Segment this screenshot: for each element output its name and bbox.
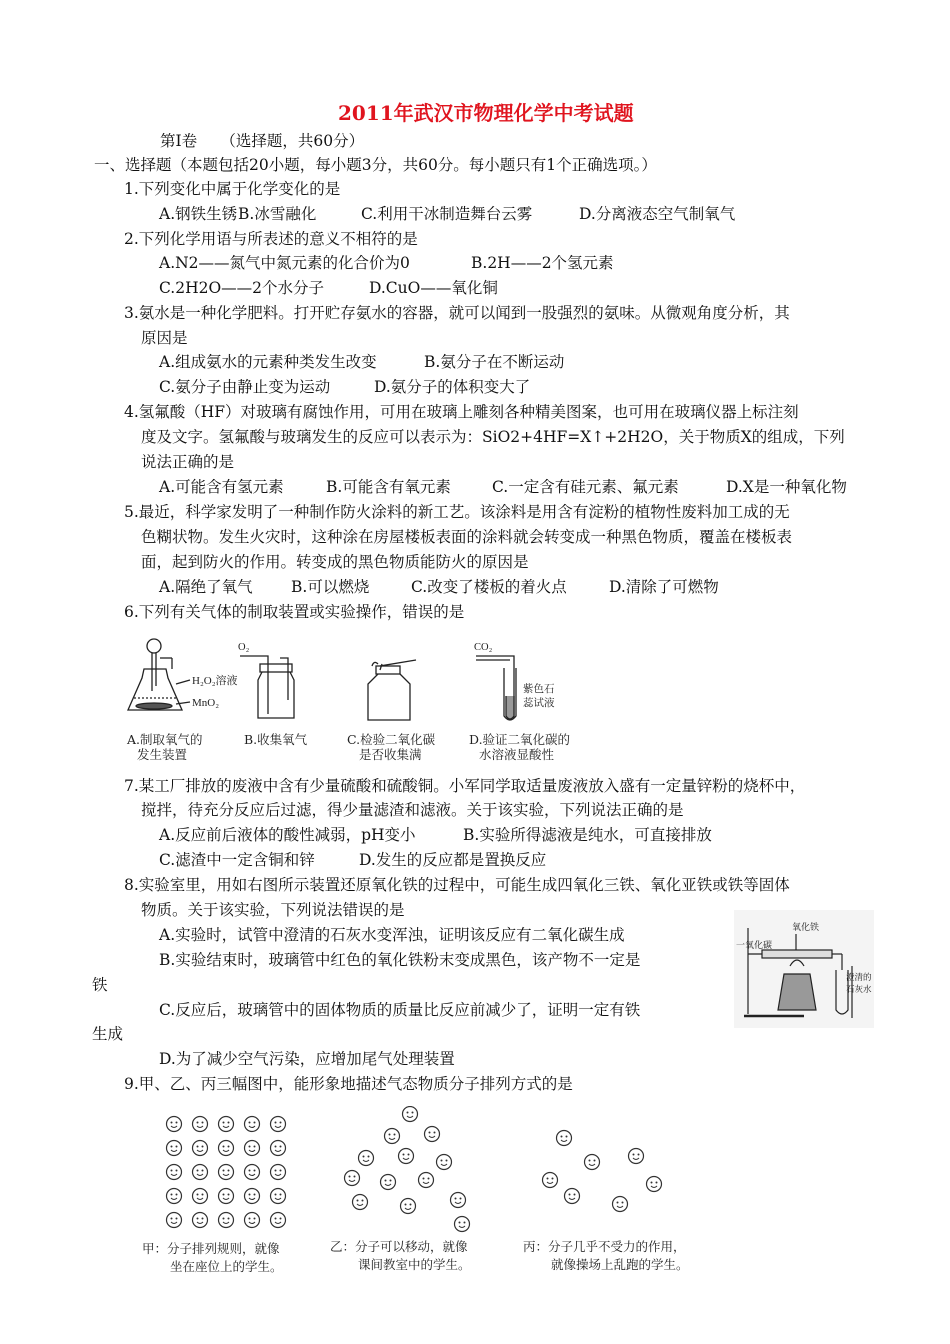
conical-flask-icon [128, 639, 190, 710]
molecule-icon [245, 1165, 260, 1180]
q1-option-d: D.分离液态空气制氧气 [579, 205, 736, 223]
co-label: 一氧化碳 [736, 940, 773, 950]
page-title: 2011年武汉市物理化学中考试题 [338, 101, 634, 125]
test-tube-icon [476, 656, 516, 720]
molecule-icon [399, 1149, 414, 1164]
molecule-icon [219, 1141, 234, 1156]
q8-stem-line2: 物质。关于该实验，下列说法错误的是 [141, 901, 405, 919]
molecule-icon [193, 1117, 208, 1132]
molecule-icon [385, 1129, 400, 1144]
q5-stem-line3: 面，起到防火的作用。转变成的黑色物质能防火的原因是 [141, 553, 529, 571]
molecule-icon [381, 1175, 396, 1190]
q9-caption-yi-1: 乙：分子可以移动，就像 [330, 1239, 468, 1254]
molecule-icon [193, 1141, 208, 1156]
q9-caption-bing-2: 就像操场上乱跑的学生。 [551, 1257, 689, 1272]
q2-stem: 2.下列化学用语与所表述的意义不相符的是 [124, 230, 418, 248]
molecule-icon [403, 1107, 418, 1122]
q1-stem: 1.下列变化中属于化学变化的是 [124, 180, 341, 198]
q3-option-c: C.氨分子由静止变为运动 [159, 378, 331, 396]
q9-molecule-figure [140, 1106, 720, 1236]
q8-reduction-apparatus-figure [734, 910, 874, 1028]
q7-option-c: C.滤渣中一定含铜和锌 [159, 851, 315, 869]
q9-caption-jia-2: 坐在座位上的学生。 [170, 1259, 283, 1274]
molecule-icon [245, 1117, 260, 1132]
q6-caption-d2: 水溶液显酸性 [479, 747, 555, 762]
q4-stem-line2: 度及文字。氢氟酸与玻璃发生的反应可以表示为：SiO2+4HF=X↑+2H2O，关于物质X的组成，下列 [141, 428, 845, 446]
q7-stem-line1: 7.某工厂排放的废液中含有少量硫酸和硫酸铜。小军同学取适量废液放入盛有一定量锌粉的烧杯中， [124, 777, 806, 795]
molecule-icons [167, 1107, 662, 1232]
q5-option-d: D.清除了可燃物 [609, 578, 719, 596]
molecule-icon [245, 1213, 260, 1228]
section-heading: 一、选择题（本题包括20小题，每小题3分，共60分。每小题只有1个正确选项。） [94, 156, 657, 174]
molecule-icon [647, 1177, 662, 1192]
q7-stem-line2: 搅拌，待充分反应后过滤，得少量滤渣和滤液。关于该实验，下列说法正确的是 [141, 801, 684, 819]
q9-caption-bing-1: 丙：分子几乎不受力的作用， [523, 1239, 686, 1254]
q5-option-a: A.隔绝了氧气 [159, 578, 253, 596]
q8-stem-line1: 8.实验室里，用如右图所示装置还原氧化铁的过程中，可能生成四氧化三铁、氧化亚铁或铁等固体 [124, 876, 790, 894]
molecule-icon [193, 1165, 208, 1180]
q1-option-c: C.利用干冰制造舞台云雾 [361, 205, 533, 223]
q6-stem: 6.下列有关气体的制取装置或实验操作，错误的是 [124, 603, 465, 621]
q2-option-c: C.2H2O——2个水分子 [159, 279, 325, 297]
q4-stem-line3: 说法正确的是 [141, 453, 235, 471]
gas-bottle-icon [240, 656, 294, 718]
limewater-label-1: 澄清的 [846, 972, 872, 982]
molecule-icon [419, 1173, 434, 1188]
q8-option-b-line1: B.实验结束时，玻璃管中红色的氧化铁粉末变成黑色，该产物不一定是 [159, 951, 641, 969]
molecule-icon [401, 1199, 416, 1214]
q6-apparatus-figure [120, 636, 590, 726]
q3-option-d: D.氨分子的体积变大了 [374, 378, 531, 396]
q9-caption-yi-2: 课间教室中的学生。 [358, 1257, 471, 1272]
q3-stem-line2: 原因是 [141, 329, 188, 347]
molecule-icon [271, 1117, 286, 1132]
q7-option-b: B.实验所得滤液是纯水，可直接排放 [463, 826, 712, 844]
molecule-icon [219, 1213, 234, 1228]
splint-bottle-icon [368, 660, 416, 720]
q9-stem: 9.甲、乙、丙三幅图中，能形象地描述气态物质分子排列方式的是 [124, 1075, 573, 1093]
q8-option-c-line1: C.反应后，玻璃管中的固体物质的质量比反应前减少了，证明一定有铁 [159, 1001, 641, 1019]
molecule-icon [455, 1217, 470, 1232]
molecule-icon [585, 1155, 600, 1170]
q4-option-c: C.一定含有硅元素、氟元素 [492, 478, 679, 496]
q6-caption-c1: C.检验二氧化碳 [347, 732, 436, 747]
q4-option-d: D.X是一种氧化物 [726, 478, 847, 496]
q8-option-c-line2: 生成 [92, 1025, 124, 1043]
q6-caption-a1: A.制取氧气的 [127, 732, 203, 747]
q3-option-a: A.组成氨水的元素种类发生改变 [159, 353, 377, 371]
molecule-icon [629, 1149, 644, 1164]
molecule-icon [271, 1165, 286, 1180]
molecule-icon [345, 1171, 360, 1186]
q7-option-a: A.反应前后液体的酸性减弱，pH变小 [159, 826, 416, 844]
q2-option-b: B.2H——2个氢元素 [471, 254, 614, 272]
molecule-icon [167, 1213, 182, 1228]
molecule-icon [167, 1189, 182, 1204]
mno2-label: MnO₂ [192, 697, 220, 709]
molecule-icon [557, 1131, 572, 1146]
q3-option-b: B.氨分子在不断运动 [424, 353, 565, 371]
molecule-icon [437, 1155, 452, 1170]
o2-label: O₂ [238, 642, 250, 653]
molecule-icon [245, 1141, 260, 1156]
q5-stem-line2: 色糊状物。发生火灾时，这种涂在房屋楼板表面的涂料就会转变成一种黑色物质，覆盖在楼板表 [141, 528, 793, 546]
q8-option-a: A.实验时，试管中澄清的石灰水变浑浊，证明该反应有二氧化碳生成 [159, 926, 625, 944]
q2-option-a: A.N2——氮气中氮元素的化合价为0 [159, 254, 410, 272]
co2-label: CO₂ [474, 642, 493, 653]
q1-option-a: A.钢铁生锈 [159, 205, 238, 223]
molecule-icon [353, 1195, 368, 1210]
q8-option-d: D.为了减少空气污染，应增加尾气处理装置 [159, 1050, 455, 1068]
q5-option-c: C.改变了楼板的着火点 [411, 578, 567, 596]
molecule-icon [193, 1189, 208, 1204]
q6-caption-c2: 是否收集满 [359, 747, 422, 762]
litmus-label-2: 蕊试液 [523, 698, 555, 709]
q6-caption-d1: D.验证二氧化碳的 [469, 732, 571, 747]
q4-option-a: A.可能含有氢元素 [159, 478, 284, 496]
limewater-label-2: 石灰水 [846, 984, 872, 994]
molecule-icon [245, 1189, 260, 1204]
q1-option-b: B.冰雪融化 [238, 205, 317, 223]
molecule-icon [167, 1141, 182, 1156]
q2-option-d: D.CuO——氧化铜 [369, 279, 498, 297]
molecule-icon [219, 1165, 234, 1180]
q9-caption-jia-1: 甲：分子排列规则，就像 [142, 1241, 280, 1256]
molecule-icon [451, 1193, 466, 1208]
molecule-icon [565, 1189, 580, 1204]
molecule-icon [219, 1117, 234, 1132]
molecule-icon [613, 1197, 628, 1212]
molecule-icon [359, 1151, 374, 1166]
q6-caption-a2: 发生装置 [137, 747, 188, 762]
q5-option-b: B.可以燃烧 [291, 578, 370, 596]
q8-option-b-line2: 铁 [92, 976, 108, 994]
molecule-icon [167, 1165, 182, 1180]
molecule-icon [425, 1127, 440, 1142]
q6-caption-b1: B.收集氧气 [244, 732, 308, 747]
volume-heading: 第Ⅰ卷 （选择题，共60分） [160, 132, 365, 150]
q7-option-d: D.发生的反应都是置换反应 [359, 851, 547, 869]
molecule-icon [271, 1189, 286, 1204]
molecule-icon [193, 1213, 208, 1228]
molecule-icon [219, 1189, 234, 1204]
molecule-icon [271, 1141, 286, 1156]
q4-stem-line1: 4.氢氟酸（HF）对玻璃有腐蚀作用，可用在玻璃上雕刻各种精美图案，也可用在玻璃仪器上标注刻 [124, 403, 799, 421]
h2o2-label: H₂O₂溶液 [192, 675, 238, 687]
q3-stem-line1: 3.氨水是一种化学肥料。打开贮存氨水的容器，就可以闻到一股强烈的氨味。从微观角度分析，其 [124, 304, 790, 322]
q4-option-b: B.可能含有氧元素 [326, 478, 451, 496]
molecule-icon [167, 1117, 182, 1132]
molecule-icon [543, 1173, 558, 1188]
molecule-icon [271, 1213, 286, 1228]
fe2o3-label: 氧化铁 [792, 922, 820, 932]
litmus-label-1: 紫色石 [523, 684, 555, 695]
q5-stem-line1: 5.最近，科学家发明了一种制作防火涂料的新工艺。该涂料是用含有淀粉的植物性废料加工成的无 [124, 503, 790, 521]
